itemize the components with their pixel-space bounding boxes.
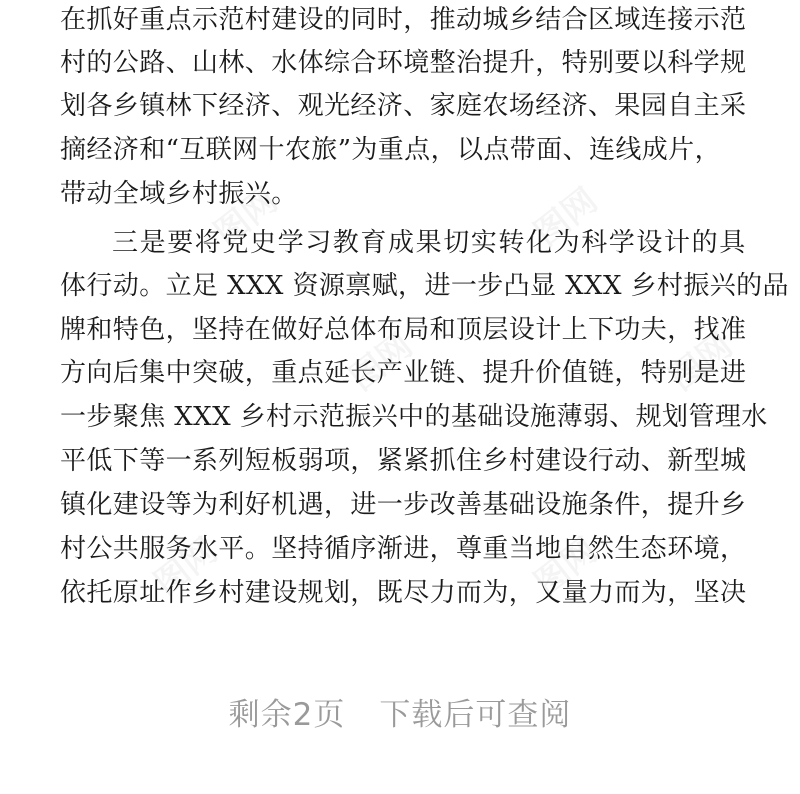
paragraph-line: 摘经济和“互联网十农旅”为重点，以点带面、连线成片， [60,135,721,165]
paragraph-line: 带动全域乡村振兴。 [60,179,298,209]
paragraph-line: 平低下等一系列短板弱项，紧紧抓住乡村建设行动、新型城 [60,446,747,476]
paragraph-line: 在抓好重点示范村建设的同时，推动城乡结合区域连接示范 [60,5,747,35]
paragraph-line: 村公共服务水平。坚持循序渐进，尊重当地自然生态环境， [60,534,747,564]
paragraph-line: 依托原址作乡村建设规划，既尽力而为，又量力而为，坚决 [60,578,747,608]
paragraph-line: 镇化建设等为利好机遇，进一步改善基础设施条件，提升乡 [60,490,747,520]
download-action-label: 下载后可查阅 [379,697,572,733]
paragraph-line: 牌和特色，坚持在做好总体布局和顶层设计上下功夫，找准 [60,315,747,345]
remaining-pages-label: 剩余2页 [228,697,346,733]
paragraph-line: 方向后集中突破，重点延长产业链、提升价值链，特别是进 [60,358,747,388]
paragraph-line: 一步聚焦 XXX 乡村示范振兴中的基础设施薄弱、规划管理水 [60,402,768,432]
download-to-read-prompt[interactable] [0,690,800,740]
paragraph-line: 体行动。立足 XXX 资源禀赋，进一步凸显 XXX 乡村振兴的品 [60,271,789,301]
paragraph-line: 村的公路、山林、水体综合环境整治提升，特别要以科学规 [60,48,747,78]
paragraph-line: 三是要将党史学习教育成果切实转化为科学设计的具 [112,228,747,258]
paragraph-line: 划各乡镇林下经济、观光经济、家庭农场经济、果园自主采 [60,91,747,121]
